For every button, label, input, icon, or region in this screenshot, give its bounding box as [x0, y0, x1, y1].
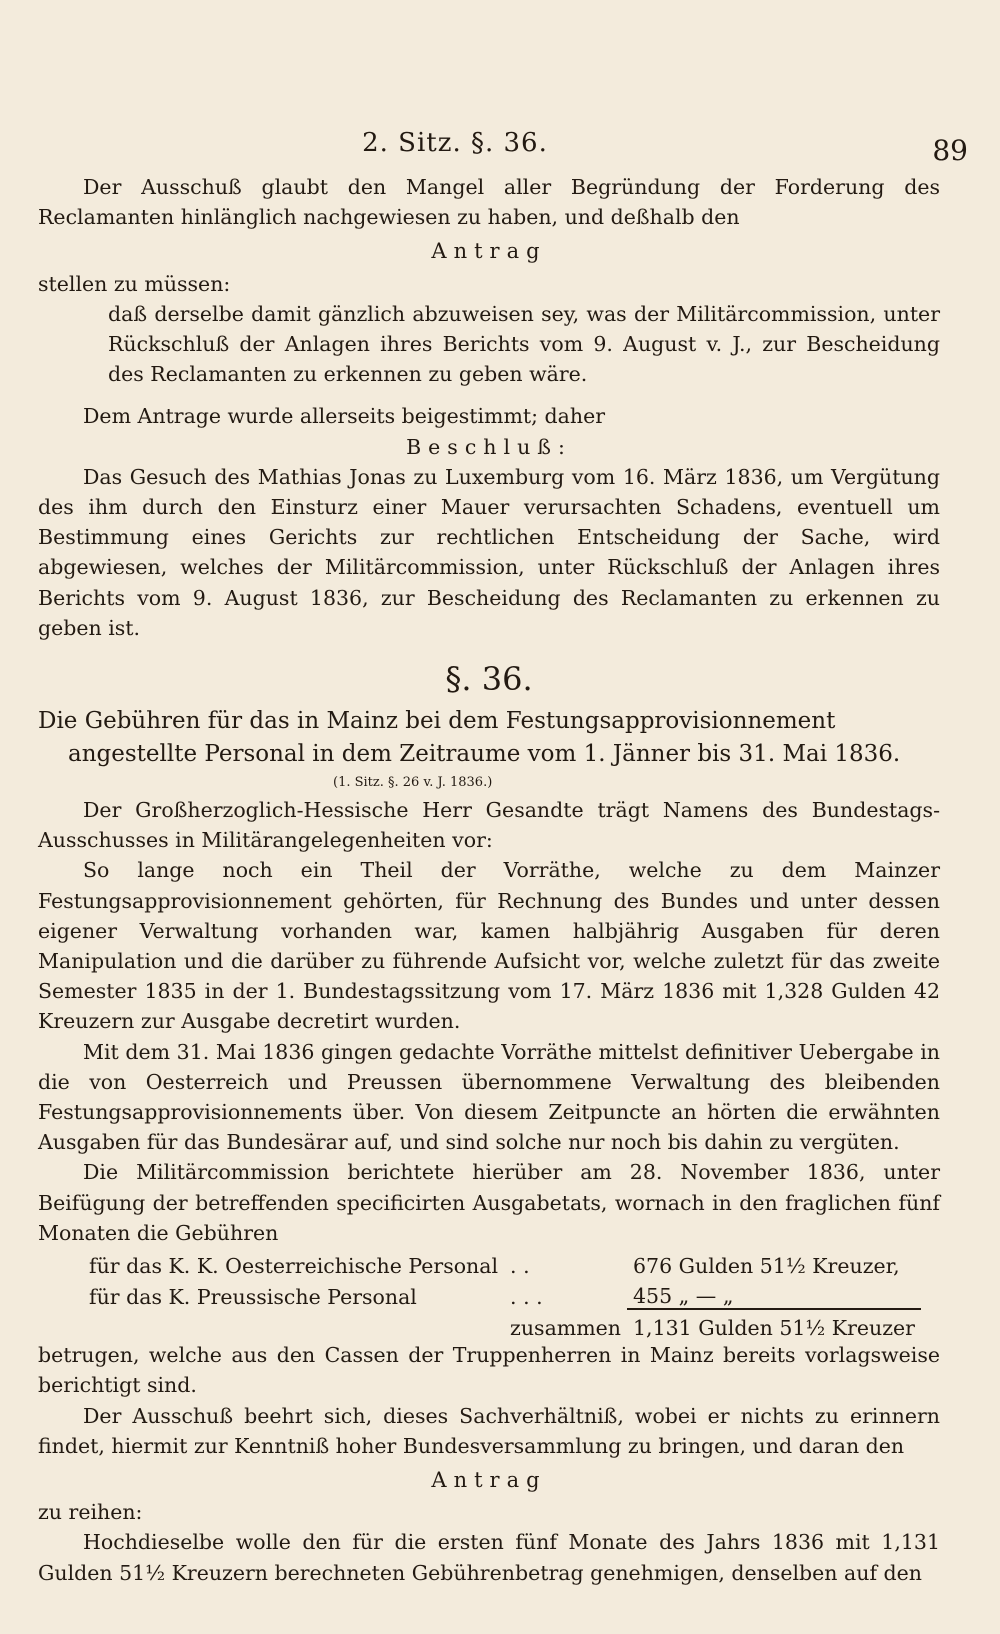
page-body: [38, 172, 940, 1588]
paragraph: Hochdieselbe wolle den für die ersten fünf Monate des Jahrs 1836 mit 1,131 Gulden 51½ Kreuzern berechneten Gebührenbetrag genehmigen, denselben auf den: [38, 1530, 940, 1585]
row-label: für das K. K. Oesterreichische Personal: [89, 1254, 499, 1279]
section-title: Die Gebühren für das in Mainz bei dem Festungsapprovisionnement angestellte Personal in dem Zeitraume vom 1. Jänner bis 31. Mai 1836.: [38, 708, 901, 768]
table-row: [83, 1248, 921, 1278]
paragraph: Der Ausschuß glaubt den Mangel aller Begründung der Forderung des Reclamanten hinlänglich nachgewiesen zu haben, und deßhalb den: [38, 175, 940, 230]
paragraph: Mit dem 31. Mai 1836 gingen gedachte Vorräthe mittelst definitiver Uebergabe in die von Oesterreich und Preussen übernommene Verwaltung des bleibenden Festungsapprovisionnements über. Von diesem Zeitpuncte an hörten die erwähnten Ausgaben für das Bundesärar auf, und sind solche nur noch bis dahin zu vergüten.: [38, 1039, 940, 1155]
beschluss-heading: Beschluß:: [406, 434, 572, 459]
table-row: [83, 1278, 921, 1309]
section-reference: (1. Sitz. §. 26 v. J. 1836.): [333, 775, 493, 791]
antrag-heading: Antrag: [431, 239, 547, 264]
paragraph: betrugen, welche aus den Cassen der Truppenherren in Mainz bereits vorlagsweise berichtigt sind.: [38, 1343, 940, 1398]
paragraph: zu reihen:: [38, 1500, 143, 1525]
row-amount: 455 „ — „: [627, 1278, 921, 1309]
row-dots: . .: [510, 1254, 530, 1279]
amount-table: [83, 1248, 921, 1340]
table-total-row: [83, 1309, 921, 1340]
header-section: 2. Sitz. §. 36.: [362, 128, 548, 158]
total-label: zusammen: [510, 1316, 622, 1341]
paragraph: daß derselbe damit gänzlich abzuweisen sey, was der Militärcommission, unter Rückschluß der Anlagen ihres Berichts vom 9. August v. J., zur Bescheidung des Reclamanten zu erkennen zu geben wäre.: [108, 301, 940, 387]
antrag-heading: Antrag: [431, 1467, 547, 1492]
section-number: §. 36.: [445, 660, 533, 699]
page-number: 89: [932, 134, 968, 167]
row-label: für das K. Preussische Personal: [89, 1285, 417, 1310]
row-dots: . . .: [510, 1285, 543, 1310]
paragraph: Der Ausschuß beehrt sich, dieses Sachverhältniß, wobei er nichts zu erinnern findet, hiermit zur Kenntniß hoher Bundesversammlung zu bringen, und daran den: [38, 1403, 940, 1458]
running-header: [38, 128, 968, 168]
total-amount: 1,131 Gulden 51½ Kreuzer: [633, 1316, 915, 1341]
paragraph: So lange noch ein Theil der Vorräthe, welche zu dem Mainzer Festungsapprovisionnement gehörten, für Rechnung des Bundes und unter dessen eigener Verwaltung vorhanden war, kamen halbjährig Ausgaben für deren Manipulation und die darüber zu führende Aufsicht vor, welche zuletzt für das zweite Semester 1835 in der 1. Bundestagssitzung vom 17. März 1836 mit 1,328 Gulden 42 Kreuzern zur Ausgabe decretirt wurden.: [38, 858, 940, 1034]
paragraph: stellen zu müssen:: [38, 271, 231, 296]
paragraph: Dem Antrage wurde allerseits beigestimmt; daher: [83, 404, 606, 429]
paragraph: Das Gesuch des Mathias Jonas zu Luxemburg vom 16. März 1836, um Vergütung des ihm durch den Einsturz einer Mauer verursachten Schadens, eventuell um Bestimmung eines Gerichts zur rechtlichen Entscheidung der Sache, wird abgewiesen, welches der Militärcommission, unter Rückschluß der Anlagen ihres Berichts vom 9. August 1836, zur Bescheidung des Reclamanten zu erkennen zu geben ist.: [38, 464, 940, 640]
paragraph: Die Militärcommission berichtete hierüber am 28. November 1836, unter Beifügung der betreffenden specificirten Ausgabetats, wornach in den fraglichen fünf Monaten die Gebühren: [38, 1160, 940, 1245]
paragraph: Der Großherzoglich-Hessische Herr Gesandte trägt Namens des Bundestags-Ausschusses in Militärangelegenheiten vor:: [38, 798, 940, 853]
row-amount: 676 Gulden 51½ Kreuzer,: [633, 1254, 900, 1279]
